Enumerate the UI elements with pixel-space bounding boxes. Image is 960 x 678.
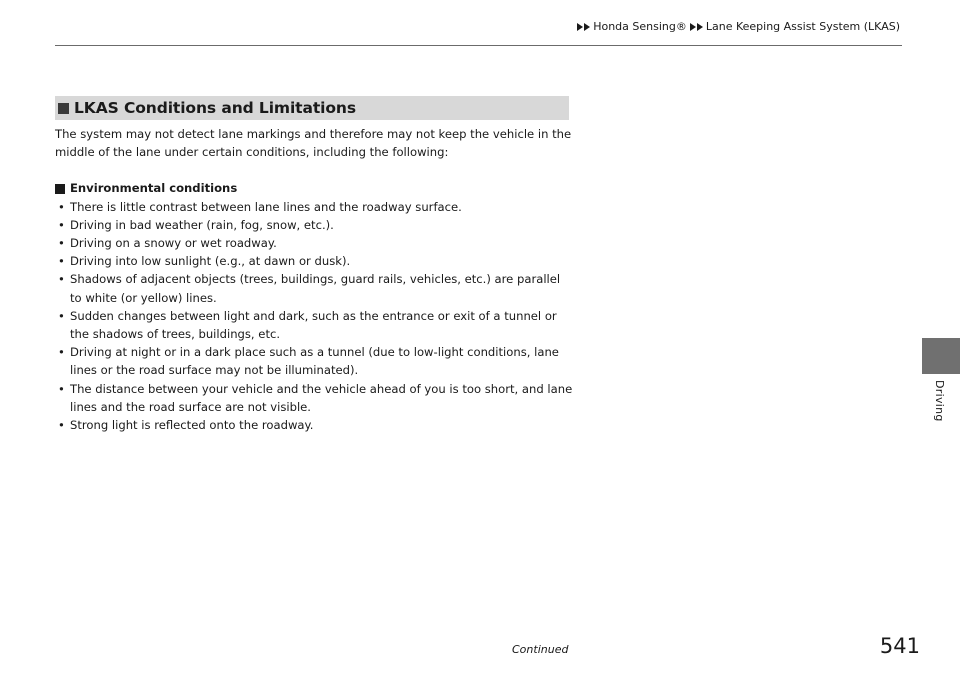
list-item: • Driving into low sunlight (e.g., at dawn or dusk). (55, 252, 575, 270)
chapter-label[interactable]: Driving (933, 380, 946, 422)
section-body (55, 125, 575, 434)
breadcrumb-item-honda-sensing[interactable]: Honda Sensing® (593, 20, 687, 33)
chapter-tab[interactable] (922, 338, 960, 374)
intro-paragraph: The system may not detect lane markings and therefore may not keep the vehicle in the middle of the lane under certain conditions, including the following: (55, 127, 572, 160)
list-item: • Driving on a snowy or wet roadway. (55, 234, 575, 252)
square-bullet-icon (58, 103, 69, 114)
section-header (55, 96, 569, 120)
condition-list (55, 198, 575, 435)
breadcrumb-item-lkas[interactable]: Lane Keeping Assist System (LKAS) (705, 20, 900, 33)
list-item: • Sudden changes between light and dark, such as the entrance or exit of a tunnel or the shadows of trees, buildings, etc. (55, 307, 575, 343)
arrow-right-icon (697, 23, 703, 31)
list-item: • Strong light is reflected onto the roadway. (55, 416, 575, 434)
arrow-right-icon (584, 23, 590, 31)
page-number: 541 (879, 634, 920, 658)
subheading-label: Environmental conditions (70, 181, 238, 196)
arrow-right-icon (577, 23, 583, 31)
section-title: LKAS Conditions and Limitations (74, 99, 356, 117)
subheading (55, 179, 575, 197)
list-item: • The distance between your vehicle and the vehicle ahead of you is too short, and lane lines and the road surface are not visible. (55, 380, 575, 416)
list-item: • Shadows of adjacent objects (trees, buildings, guard rails, vehicles, etc.) are parallel to white (or yellow) lines. (55, 270, 575, 306)
list-item: • Driving in bad weather (rain, fog, snow, etc.). (55, 216, 575, 234)
breadcrumb (577, 20, 900, 33)
arrow-right-icon (690, 23, 696, 31)
square-bullet-icon (55, 184, 65, 194)
list-item: • Driving at night or in a dark place such as a tunnel (due to low-light conditions, lane lines or the road surface may not be illuminated). (55, 343, 575, 379)
list-item: • There is little contrast between lane lines and the roadway surface. (55, 198, 575, 216)
header-divider (55, 45, 902, 46)
continued-label: Continued (512, 643, 569, 656)
